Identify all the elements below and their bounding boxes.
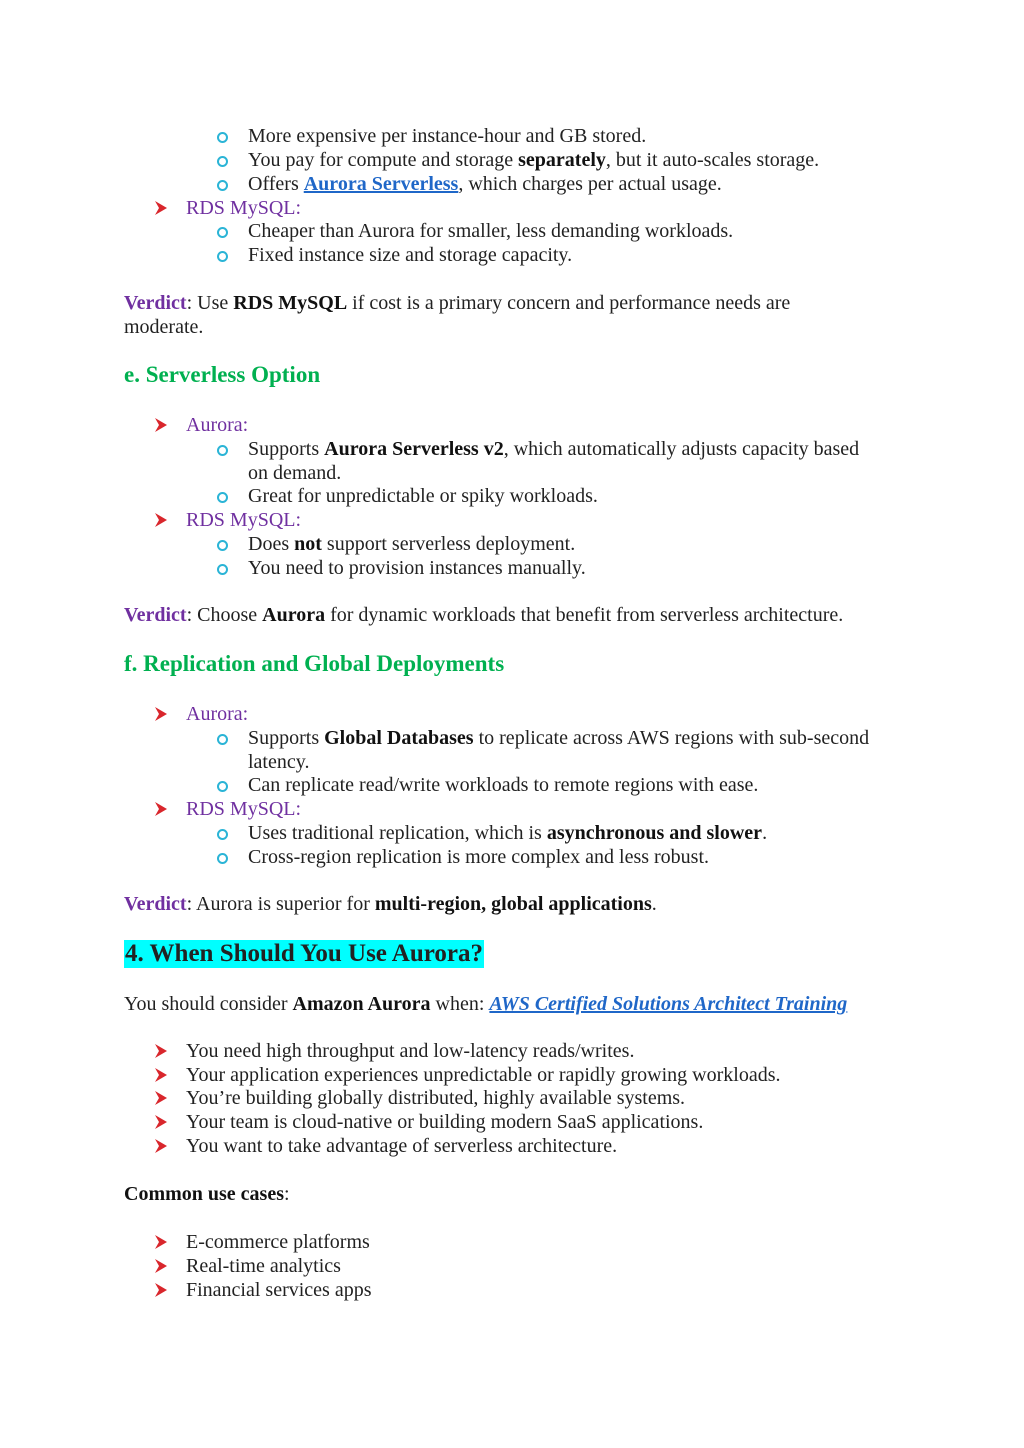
circle-bullet-icon: [217, 132, 228, 143]
list-item: E-commerce platforms: [186, 1231, 370, 1253]
arrow-bullet-icon: [154, 1114, 168, 1130]
list-item-continued: latency.: [248, 751, 310, 773]
aurora-serverless-link[interactable]: Aurora Serverless: [303, 173, 459, 195]
circle-bullet-icon: [217, 227, 228, 238]
circle-bullet-icon: [217, 853, 228, 864]
list-item: Fixed instance size and storage capacity.: [248, 244, 573, 266]
circle-bullet-icon: [217, 492, 228, 503]
arrow-bullet-icon: [154, 1138, 168, 1154]
arrow-bullet-icon: [154, 1043, 168, 1059]
list-item: Can replicate read/write workloads to remote regions with ease.: [248, 774, 759, 796]
list-item: Your team is cloud-native or building modern SaaS applications.: [186, 1111, 704, 1133]
verdict: Verdict: Use RDS MySQL if cost is a primary concern and performance needs are: [124, 292, 791, 314]
circle-bullet-icon: [217, 829, 228, 840]
section-heading: f. Replication and Global Deployments: [124, 651, 505, 676]
list-item: Uses traditional replication, which is asynchronous and slower.: [248, 822, 768, 844]
list-item: Cheaper than Aurora for smaller, less demanding workloads.: [248, 220, 734, 242]
list-item: Real-time analytics: [186, 1255, 341, 1277]
circle-bullet-icon: [217, 781, 228, 792]
arrow-bullet-icon: [154, 801, 168, 817]
circle-bullet-icon: [217, 156, 228, 167]
rds-mysql-label: RDS MySQL:: [186, 197, 302, 219]
circle-bullet-icon: [217, 180, 228, 191]
aurora-label: Aurora:: [186, 414, 249, 436]
highlighted-heading: 4. When Should You Use Aurora?: [125, 940, 483, 967]
aws-training-link[interactable]: AWS Certified Solutions Architect Training: [489, 993, 848, 1015]
arrow-bullet-icon: [154, 200, 168, 216]
list-item: Financial services apps: [186, 1279, 372, 1301]
list-item: Great for unpredictable or spiky workloads.: [248, 485, 598, 507]
list-item: Offers Aurora Serverless, which charges per actual usage.: [248, 173, 722, 195]
common-use-cases-label: Common use cases:: [124, 1183, 290, 1205]
arrow-bullet-icon: [154, 1258, 168, 1274]
verdict-continued: moderate.: [124, 316, 204, 338]
list-item: More expensive per instance-hour and GB stored.: [248, 125, 647, 147]
list-item: You pay for compute and storage separately, but it auto-scales storage.: [248, 149, 820, 171]
list-item-continued: on demand.: [248, 462, 342, 484]
circle-bullet-icon: [217, 540, 228, 551]
list-item: You need high throughput and low-latency reads/writes.: [186, 1040, 635, 1062]
intro-paragraph: You should consider Amazon Aurora when: AWS Certified Solutions Architect Training: [124, 993, 848, 1015]
circle-bullet-icon: [217, 564, 228, 575]
verdict: Verdict: Choose Aurora for dynamic workloads that benefit from serverless architecture.: [124, 604, 844, 626]
rds-mysql-label: RDS MySQL:: [186, 509, 302, 531]
arrow-bullet-icon: [154, 512, 168, 528]
circle-bullet-icon: [217, 251, 228, 262]
arrow-bullet-icon: [154, 1090, 168, 1106]
verdict: Verdict: Aurora is superior for multi-region, global applications.: [124, 893, 657, 915]
circle-bullet-icon: [217, 734, 228, 745]
list-item: Does not support serverless deployment.: [248, 533, 576, 555]
list-item: Supports Aurora Serverless v2, which automatically adjusts capacity based: [248, 438, 860, 460]
list-item: You need to provision instances manually.: [248, 557, 586, 579]
list-item: You want to take advantage of serverless architecture.: [186, 1135, 618, 1157]
circle-bullet-icon: [217, 445, 228, 456]
list-item: Your application experiences unpredictable or rapidly growing workloads.: [186, 1064, 781, 1086]
arrow-bullet-icon: [154, 1282, 168, 1298]
section-heading: e. Serverless Option: [124, 362, 321, 387]
list-item: Cross-region replication is more complex and less robust.: [248, 846, 710, 868]
list-item: You’re building globally distributed, highly available systems.: [186, 1087, 686, 1109]
arrow-bullet-icon: [154, 706, 168, 722]
arrow-bullet-icon: [154, 417, 168, 433]
list-item: Supports Global Databases to replicate across AWS regions with sub-second: [248, 727, 870, 749]
aurora-label: Aurora:: [186, 703, 249, 725]
arrow-bullet-icon: [154, 1234, 168, 1250]
arrow-bullet-icon: [154, 1067, 168, 1083]
rds-mysql-label: RDS MySQL:: [186, 798, 302, 820]
